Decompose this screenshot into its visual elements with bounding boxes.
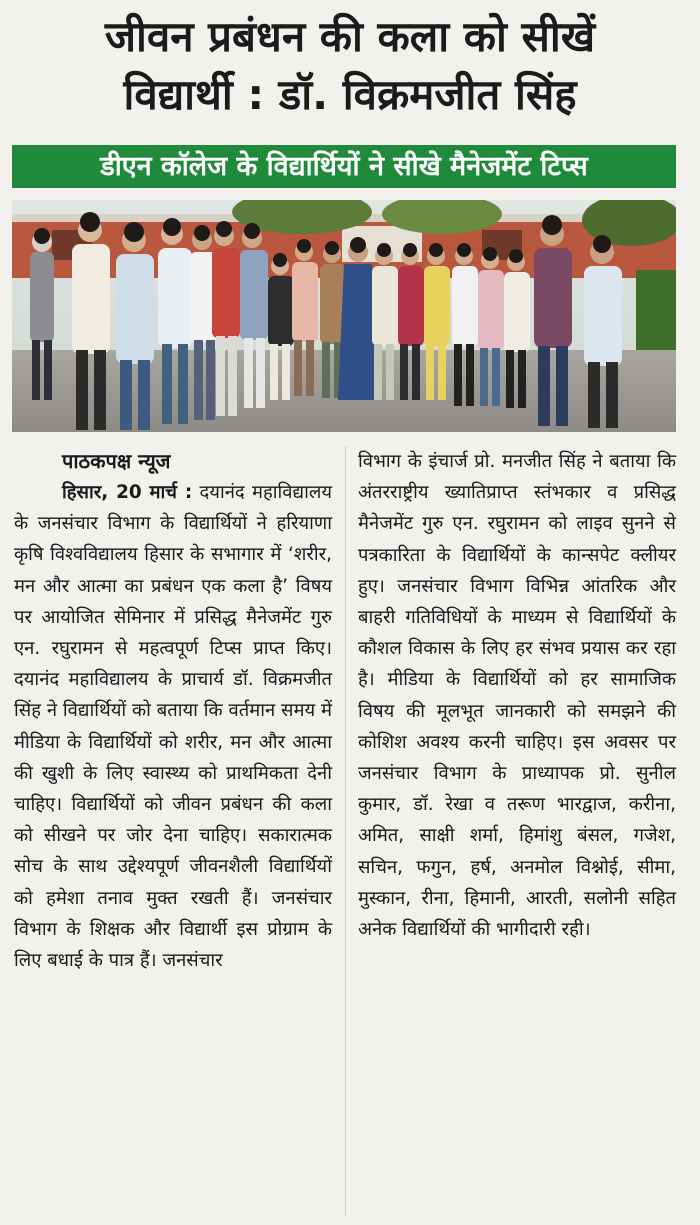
headline-line-2: विद्यार्थी : डॉ. विक्रमजीत सिंह: [123, 70, 577, 119]
article-column-right: [358, 446, 676, 945]
byline: पाठकपक्ष न्यूज: [62, 449, 171, 473]
headline: [0, 8, 700, 124]
subheadline-banner: डीएन कॉलेज के विद्यार्थियों ने सीखे मैनेजमेंट टिप्स: [12, 145, 676, 188]
group-photo: [12, 200, 676, 432]
article-column-left: [14, 446, 332, 976]
headline-line-1: जीवन प्रबंधन की कला को सीखें: [104, 12, 596, 61]
column-divider: [345, 446, 346, 1216]
dateline: हिसार, 20 मार्च :: [62, 482, 193, 503]
article-body-right: विभाग के इंचार्ज प्रो. मनजीत सिंह ने बताया कि अंतरराष्ट्रीय ख्यातिप्राप्त स्तंभकार व प्रसिद्ध मैनेजमेंट गुरु एन. रघुरामन को लाइव सुनने से पत्रकारिता के विद्यार्थियों के कान्सपेट क्लीयर हुए। जनसंचार विभाग विभिन्न आंतरिक और बाहरी गतिविधियों के माध्यम से विद्यार्थियों के कौशल विकास के लिए हर संभव प्रयास कर रहा है। मीडिया के विद्यार्थियों को हर सामाजिक विषय की मूलभूत जानकारी को समझने की कोशिश अवश्य करनी चाहिए। इस अवसर पर जनसंचार विभाग के प्राध्यापक प्रो. सुनील कुमार, डॉ. रेखा व तरूण भारद्वाज, करीना, अमित, साक्षी शर्मा, हिमांशु बंसल, गजेश, सचिन, फगुन, हर्ष, अनमोल विश्नोई, सीमा, मुस्कान, रीना, हिमानी, आरती, सलोनी सहित अनेक विद्यार्थियों की भागीदारी रही।: [358, 451, 676, 941]
article-body-left: दयानंद महाविद्यालय के जनसंचार विभाग के विद्यार्थियों ने हरियाणा कृषि विश्वविद्यालय हिसार के सभागार में ‘शरीर, मन और आत्मा का प्रबंधन एक कला है’ विषय पर आयोजित सेमिनार में प्रसिद्ध मैनेजमेंट गुरु एन. रघुरामन से महत्वपूर्ण टिप्स प्राप्त किए। दयानंद महाविद्यालय के प्राचार्य डॉ. विक्रमजीत सिंह ने विद्यार्थियों को बताया कि वर्तमान समय में मीडिया के विद्यार्थियों को शरीर, मन और आत्मा की खुशी के लिए स्वास्थ्य को प्राथमिकता देनी चाहिए। विद्यार्थियों को जीवन प्रबंधन की कला को सीखने पर जोर देना चाहिए। सकारात्मक सोच के साथ उद्देश्यपूर्ण जीवनशैली विद्यार्थियों को हमेशा तनाव मुक्त रखती हैं। जनसंचार विभाग के शिक्षक और विद्यार्थी इस प्रोग्राम के लिए बधाई के पात्र हैं। जनसंचार: [14, 482, 333, 972]
